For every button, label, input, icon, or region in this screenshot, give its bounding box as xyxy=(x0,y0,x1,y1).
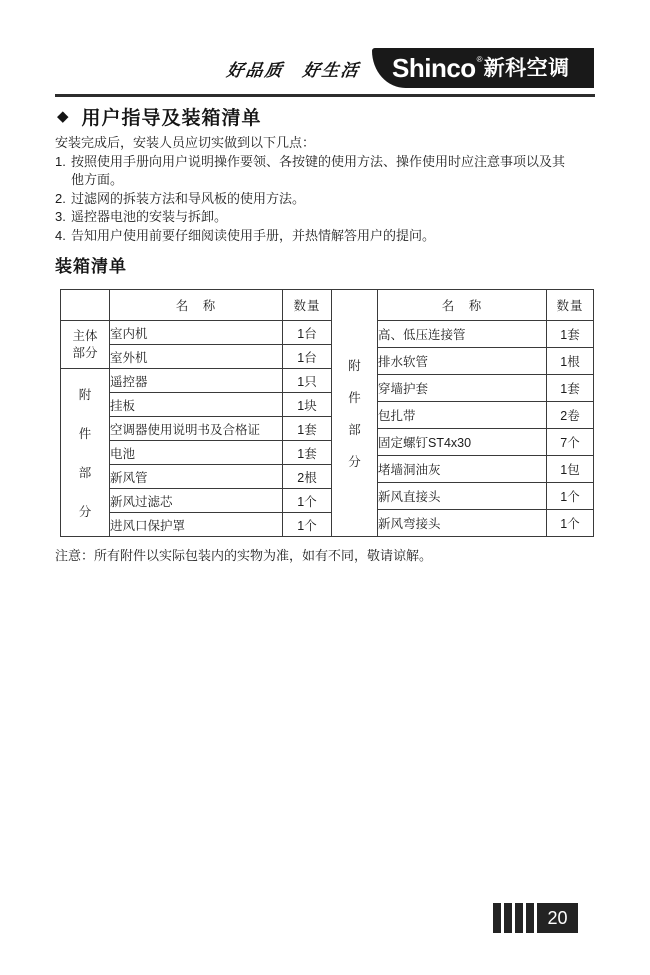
item-name-cell: 穿墙护套 xyxy=(378,375,547,402)
item-name-cell: 进风口保护罩 xyxy=(110,513,283,537)
packing-heading: 装箱清单 xyxy=(55,257,127,276)
list-item xyxy=(55,227,600,246)
note-text: 注意：所有附件以实际包装内的实物为准，如有不同，敬请谅解。 xyxy=(55,548,433,563)
category-cell-main xyxy=(61,321,110,369)
page-footer xyxy=(493,903,578,933)
item-name-cell: 遥控器 xyxy=(110,369,283,393)
bar xyxy=(504,903,512,933)
category-label-char: 分 xyxy=(78,505,92,519)
item-qty-cell: 1套 xyxy=(547,375,594,402)
item-name-cell: 新风直接头 xyxy=(378,483,547,510)
item-qty-cell: 1块 xyxy=(283,393,332,417)
item-qty-cell: 2卷 xyxy=(547,402,594,429)
column-header-name: 名 称 xyxy=(110,290,283,321)
category-cell-accessory xyxy=(332,290,378,537)
bar xyxy=(515,903,523,933)
table-row xyxy=(61,369,332,393)
list-item-text: 按照使用手册向用户说明操作要领、各按键的使用方法、操作使用时应注意事项以及其他方面。 xyxy=(71,153,566,187)
item-name-cell: 新风管 xyxy=(110,465,283,489)
brand-slogan: 好品质 好生活 xyxy=(225,61,362,81)
category-label-char: 分 xyxy=(348,455,361,469)
item-name-cell: 新风弯接头 xyxy=(378,510,547,537)
table-header-row xyxy=(332,290,594,321)
item-qty-cell: 1个 xyxy=(283,513,332,537)
instruction-list xyxy=(55,153,600,246)
corner-cell xyxy=(61,290,110,321)
column-header-name: 名 称 xyxy=(378,290,547,321)
category-label-char: 附 xyxy=(78,388,92,402)
item-qty-cell: 1只 xyxy=(283,369,332,393)
item-qty-cell: 1套 xyxy=(283,441,332,465)
table-row xyxy=(61,321,332,345)
item-qty-cell: 1台 xyxy=(283,321,332,345)
category-label-char: 件 xyxy=(78,427,92,441)
item-name-cell: 新风过滤芯 xyxy=(110,489,283,513)
list-item-number: 4. xyxy=(55,227,66,243)
item-qty-cell: 1套 xyxy=(283,417,332,441)
packing-table-right xyxy=(331,289,594,537)
column-header-qty: 数量 xyxy=(283,290,332,321)
header-divider xyxy=(55,94,595,97)
footer-bars-icon xyxy=(493,903,534,933)
item-name-cell: 排水软管 xyxy=(378,348,547,375)
item-qty-cell: 1套 xyxy=(547,321,594,348)
category-label-char: 部 xyxy=(348,423,361,437)
packing-tables xyxy=(60,289,594,537)
packing-table-left xyxy=(60,289,332,537)
list-item xyxy=(55,190,600,209)
item-name-cell: 固定螺钉ST4x30 xyxy=(378,429,547,456)
intro-text: 安装完成后，安装人员应切实做到以下几点： xyxy=(55,135,316,150)
item-name-cell: 挂板 xyxy=(110,393,283,417)
list-item-text: 告知用户使用前要仔细阅读使用手册，并热情解答用户的提问。 xyxy=(71,227,436,243)
list-item-number: 3. xyxy=(55,209,66,224)
section-title: 用户指导及装箱清单 xyxy=(81,108,262,129)
item-name-cell: 堵墙洞油灰 xyxy=(378,456,547,483)
list-item-text: 过滤网的拆装方法和导风板的使用方法。 xyxy=(71,190,306,206)
item-qty-cell: 1根 xyxy=(547,348,594,375)
item-qty-cell: 1包 xyxy=(547,456,594,483)
page-number-badge: 20 xyxy=(537,903,578,933)
item-name-cell: 电池 xyxy=(110,441,283,465)
item-qty-cell: 1个 xyxy=(283,489,332,513)
item-name-cell: 包扎带 xyxy=(378,402,547,429)
brand-logo-latin: Shinco xyxy=(392,53,476,83)
list-item-number: 2. xyxy=(55,190,66,206)
item-qty-cell: 2根 xyxy=(283,465,332,489)
list-item xyxy=(55,208,600,227)
item-qty-cell: 1个 xyxy=(547,483,594,510)
item-name-cell: 室内机 xyxy=(110,321,283,345)
category-label-char: 部 xyxy=(78,466,92,480)
brand-banner xyxy=(372,48,594,88)
category-cell-accessory xyxy=(61,369,110,537)
category-label-line: 主体 xyxy=(72,328,98,343)
item-qty-cell: 7个 xyxy=(547,429,594,456)
registered-mark-icon: ® xyxy=(476,54,483,64)
category-label-line: 部分 xyxy=(72,345,98,360)
bar xyxy=(493,903,501,933)
instructions xyxy=(55,134,600,245)
section-header xyxy=(57,103,262,130)
item-name-cell: 空调器使用说明书及合格证 xyxy=(110,417,283,441)
category-label-char: 件 xyxy=(348,391,361,405)
brand-logo-cjk: 新科空调 xyxy=(483,56,570,80)
category-label-char: 附 xyxy=(348,359,361,373)
list-item xyxy=(55,153,600,190)
item-name-cell: 室外机 xyxy=(110,345,283,369)
item-name-cell: 高、低压连接管 xyxy=(378,321,547,348)
list-item-number: 1. xyxy=(55,153,66,169)
table-header-row xyxy=(61,290,332,321)
list-item-text: 遥控器电池的安装与拆卸。 xyxy=(71,209,228,224)
bar xyxy=(526,903,534,933)
item-qty-cell: 1个 xyxy=(547,510,594,537)
item-qty-cell: 1台 xyxy=(283,345,332,369)
column-header-qty: 数量 xyxy=(547,290,594,321)
diamond-icon: ◆ xyxy=(57,108,69,125)
